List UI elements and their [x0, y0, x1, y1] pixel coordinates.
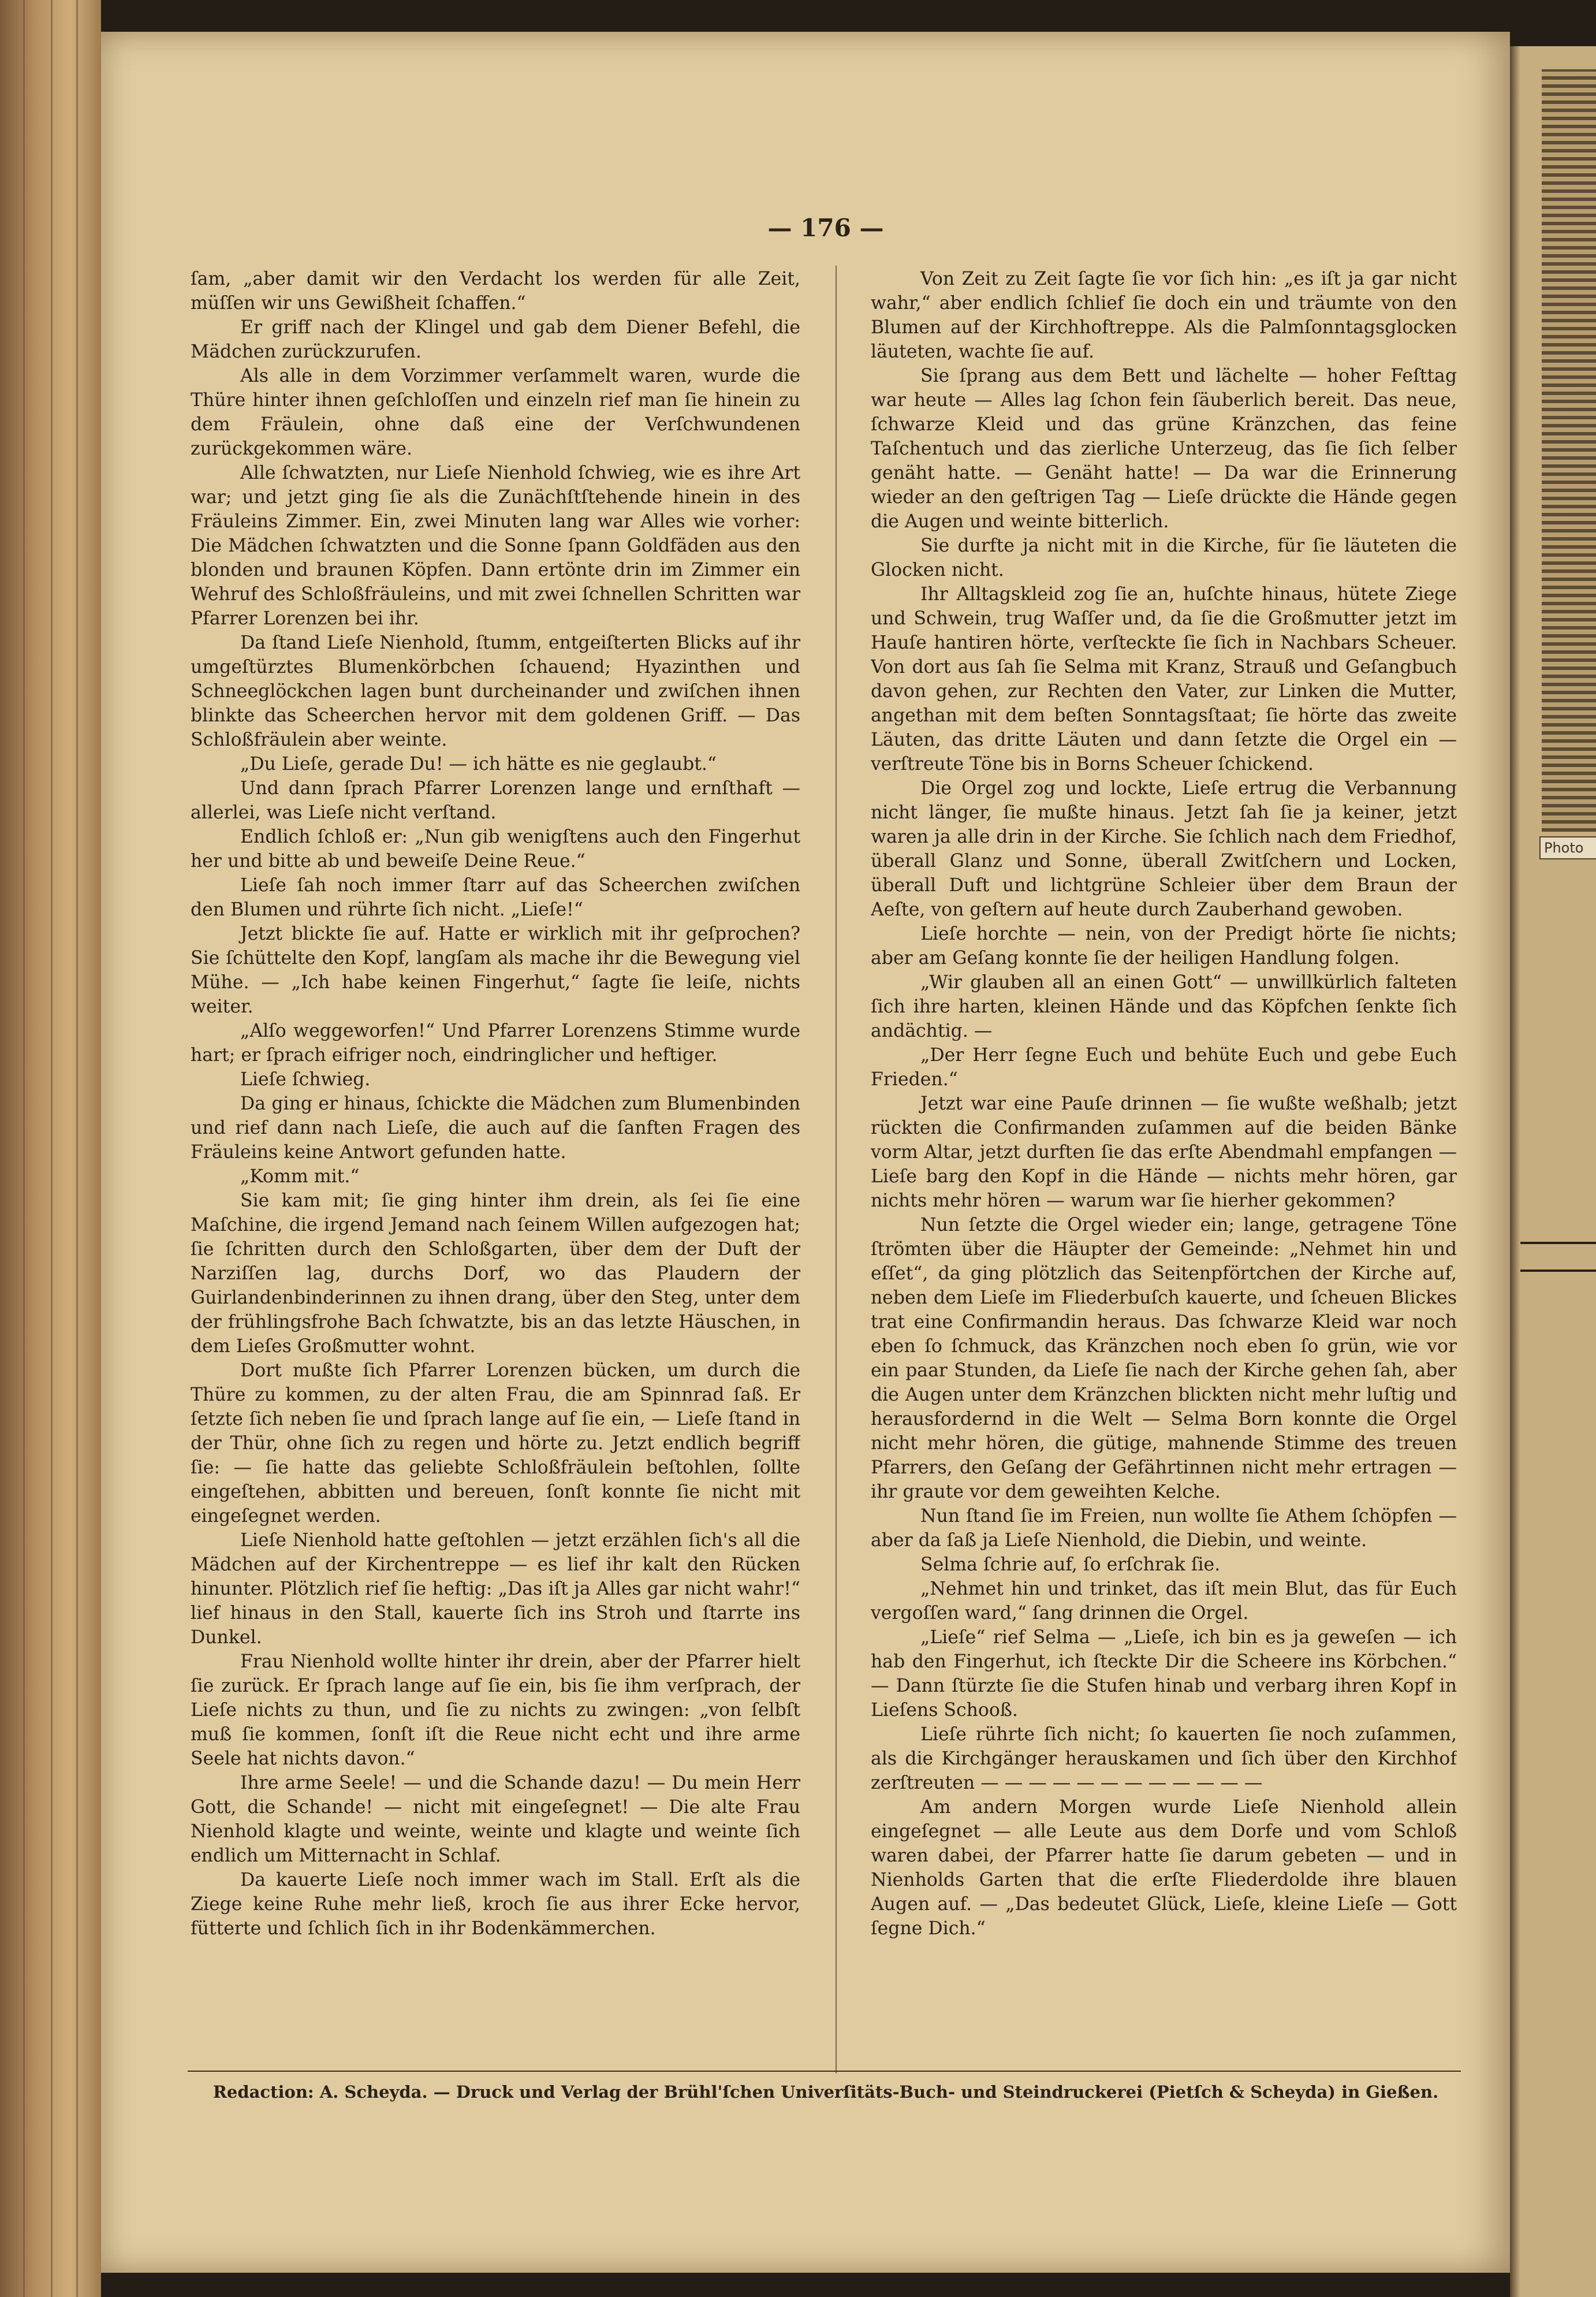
paragraph: Nun ſtand ſie im Freien, nun wollte ſie Athem ſchöpfen — aber da ſaß ja Lieſe Nienhold, die Diebin, und weinte. [871, 1506, 1457, 1551]
paragraph: Lieſe Nienhold hatte geſtohlen — jetzt erzählen ſich's all die Mädchen auf der Kirchentreppe — es lief ihr kalt den Rücken hinunter. Plötzlich rief ſie heftig: „Das iſt ja Alles gar nicht wahr!“ lief hinaus in den Stall, kauerte ſich ins Stroh und ſtarrte ins Dunkel. [191, 1530, 800, 1648]
paragraph: Ihre arme Seele! — und die Schande dazu! — Du mein Herr Gott, die Schande! — nicht mit eingeſegnet! — Die alte Frau Nienhold klagte und weinte, weinte und klagte und weinte ſich endlich um Mitternacht in Schlaf. [191, 1773, 800, 1866]
adjacent-page-left-edge [0, 0, 101, 2297]
right-text-column [871, 267, 1457, 2046]
adjacent-rule [1520, 1242, 1596, 1244]
paragraph: Am andern Morgen wurde Lieſe Nienhold allein eingeſegnet — alle Leute aus dem Dorfe und vom Schloß waren dabei, der Pfarrer hatte ſie darum gebeten — und in Nienholds Garten that die erſte Fliederdolde ihre blauen Augen auf. — „Das bedeutet Glück, Lieſe, kleine Lieſe — Gott ſegne Dich.“ [871, 1797, 1457, 1939]
paragraph: Sie ſprang aus dem Bett und lächelte — hoher Feſttag war heute — Alles lag ſchon fein ſäuberlich bereit. Das neue, ſchwarze Kleid und das grüne Kränzchen, das feine Taſchentuch und das zierliche Unterzeug, das ſie ſich ſelber genäht hatte. — Genäht hatte! — Da war die Erinnerung wieder an den geſtrigen Tag — Lieſe drückte die Hände gegen die Augen und weinte bitterlich. [871, 366, 1457, 532]
paragraph: „Du Lieſe, gerade Du! — ich hätte es nie geglaubt.“ [240, 754, 717, 775]
paragraph: „Komm mit.“ [240, 1166, 360, 1187]
paragraph: „Lieſe“ rief Selma — „Lieſe, ich bin es ja geweſen — ich hab den Fingerhut, ich ſteckte Dir die Scheere ins Körbchen.“ — Dann ſtürzte ſie die Stufen hinab und verbarg ihren Kopf in Lieſens Schooß. [871, 1627, 1457, 1721]
adjacent-illustration [1542, 69, 1596, 856]
column-divider [836, 266, 837, 2073]
paragraph: Endlich ſchloß er: „Nun gib wenigſtens auch den Fingerhut her und bitte ab und beweiſe Deine Reue.“ [191, 827, 800, 872]
paragraph: Da ging er hinaus, ſchickte die Mädchen zum Blumenbinden und rief dann nach Lieſe, die auch auf die ſanften Fragen des Fräuleins keine Antwort gefunden hatte. [191, 1093, 800, 1163]
page-number: — 176 — [767, 214, 884, 242]
paragraph: „Alſo weggeworfen!“ Und Pfarrer Lorenzens Stimme wurde hart; er ſprach eifriger noch, eindringlicher und heftiger. [191, 1021, 800, 1066]
paragraph: Ihr Alltagskleid zog ſie an, huſchte hinaus, hütete Ziege und Schwein, trug Waſſer und, da ſie die Großmutter jetzt im Hauſe hantiren hörte, verſteckte ſie ſich in Nachbars Scheuer. Von dort aus ſah ſie Selma mit Kranz, Strauß und Geſangbuch davon gehen, zur Rechten den Vater, zur Linken die Mutter, angethan mit dem beſten Sonntagsſtaat; ſie hörte das zweite Läuten, das dritte Läuten und dann ſetzte die Orgel ein — verſtreute Töne bis in Borns Scheuer ſchickend. [871, 584, 1457, 775]
paragraph: Nun ſetzte die Orgel wieder ein; lange, getragene Töne ſtrömten über die Häupter der Gemeinde: „Nehmet hin und eſſet“, da ging plötzlich das Seitenpförtchen der Kirche auf, neben dem Lieſe im Fliederbuſch kauerte, und ſcheuen Blickes trat eine Confirmandin heraus. Das ſchwarze Kleid war noch eben ſo ſchmuck, das Kränzchen noch eben ſo grün, wie vor ein paar Stunden, da Lieſe ſie nach der Kirche gehen ſah, aber die Augen unter dem Kränzchen blickten nicht mehr luſtig und herausfordernd in die Welt — Selma Born konnte die Orgel nicht mehr hören, die gütige, mahnende Stimme des treuen Pfarrers, den Geſang der Gefährtinnen nicht mehr ertragen — ihr graute vor dem geweihten Kelche. [871, 1215, 1457, 1502]
paragraph: Lieſe ſah noch immer ſtarr auf das Scheerchen zwiſchen den Blumen und rührte ſich nicht. „Lieſe!“ [191, 875, 800, 920]
footer-rule [188, 2071, 1461, 2072]
paragraph: Da ſtand Lieſe Nienhold, ſtumm, entgeiſterten Blicks auf ihr umgeſtürztes Blumenkörbchen ſchauend; Hyazinthen und Schneeglöckchen lagen bunt durcheinander und zwiſchen ihnen blinkte das Scheerchen hervor mit dem goldenen Griff. — Das Schloßfräulein aber weinte. [191, 632, 800, 750]
paragraph: Lieſe horchte — nein, von der Predigt hörte ſie nichts; aber am Geſang konnte ſie der heiligen Handlung folgen. [871, 924, 1457, 969]
paragraph: Alle ſchwatzten, nur Lieſe Nienhold ſchwieg, wie es ihre Art war; und jetzt ging ſie als die Zunächſtſtehende hinein in des Fräuleins Zimmer. Ein, zwei Minuten lang war Alles wie vorher: Die Mädchen ſchwatzten und die Sonne ſpann Goldfäden aus den blonden und braunen Köpfen. Dann ertönte drin im Zimmer ein Wehruf des Schloßfräuleins, und mit zwei ſchnellen Schritten war Pfarrer Lorenzen bei ihr. [191, 463, 800, 629]
paragraph: Als alle in dem Vorzimmer verſammelt waren, wurde die Thüre hinter ihnen geſchloſſen und einzeln rief man ſie hinein zu dem Fräulein, ohne daß eine der Verſchwundenen zurückgekommen wäre. [191, 366, 800, 459]
paragraph: „Der Herr ſegne Euch und behüte Euch und gebe Euch Frieden.“ [871, 1045, 1457, 1090]
paragraph: Da kauerte Lieſe noch immer wach im Stall. Erſt als die Ziege keine Ruhe mehr ließ, kroch ſie aus ihrer Ecke hervor, fütterte und ſchlich ſich in ihr Bodenkämmerchen. [191, 1870, 800, 1939]
paragraph: Sie kam mit; ſie ging hinter ihm drein, als ſei ſie eine Maſchine, die irgend Jemand nach ſeinem Willen aufgezogen hat; ſie ſchritten durch den Schloßgarten, über dem der Duft der Narziſſen lag, durchs Dorf, wo das Plaudern der Guirlandenbinderinnen zu ihnen drang, über den Steg, unter dem der frühlingsfrohe Bach ſchwatzte, bis an das letzte Häuschen, in dem Lieſes Großmutter wohnt. [191, 1190, 800, 1357]
paragraph: „Nehmet hin und trinket, das iſt mein Blut, das für Euch vergoſſen ward,“ ſang drinnen die Orgel. [871, 1579, 1457, 1624]
binding-shadow [1510, 46, 1520, 2297]
paragraph: Jetzt war eine Pauſe drinnen — ſie wußte weßhalb; jetzt rückten die Confirmanden zuſammen auf die beiden Bänke vorm Altar, jetzt durften ſie das erſte Abendmahl empfangen — Lieſe barg den Kopf in die Hände — nichts mehr hören, gar nichts mehr hören — warum war ſie hierher gekommen? [871, 1093, 1457, 1211]
adjacent-rule [1520, 1270, 1596, 1272]
paragraph: „Wir glauben all an einen Gott“ — unwillkürlich falteten ſich ihre harten, kleinen Hände und das Köpfchen ſenkte ſich andächtig. — [871, 972, 1457, 1041]
paragraph: Frau Nienhold wollte hinter ihr drein, aber der Pfarrer hielt ſie zurück. Er ſprach lange auf ſie ein, bis ſie ihm verſprach, der Lieſe nichts zu thun, und ſie zu nichts zu zwingen: „von ſelbſt muß ſie kommen, ſonſt iſt die Reue nicht echt und ihre arme Seele hat nichts davon.“ [191, 1651, 800, 1769]
paragraph: Selma ſchrie auf, ſo erſchrak ſie. [920, 1554, 1221, 1575]
paragraph: Lieſe ſchwieg. [240, 1069, 371, 1090]
imprint-footer: Redaction: A. Scheyda. — Druck und Verlag der Brühl'ſchen Univerſitäts-Buch- und Steindruckerei (Pietſch & Scheyda) in Gießen. [212, 2082, 1439, 2102]
paragraph: Die Orgel zog und lockte, Lieſe ertrug die Verbannung nicht länger, ſie mußte hinaus. Jetzt ſah ſie ja keiner, jetzt waren ja alle drin in der Kirche. Sie ſchlich nach dem Friedhof, überall Glanz und Sonne, überall Zwitſchern und Locken, überall Duft und lichtgrüne Schleier über dem Braun der Aeſte, von geſtern auf heute durch Zauberhand gewoben. [871, 778, 1457, 920]
paragraph: Sie durfte ja nicht mit in die Kirche, für ſie läuteten die Glocken nicht. [871, 535, 1457, 580]
paragraph: Er griff nach der Klingel und gab dem Diener Befehl, die Mädchen zurückzurufen. [191, 317, 800, 362]
paragraph: Und dann ſprach Pfarrer Lorenzen lange und ernſthaft — allerlei, was Lieſe nicht verſtand. [191, 778, 800, 823]
paragraph: Dort mußte ſich Pfarrer Lorenzen bücken, um durch die Thüre zu kommen, zu der alten Frau, die am Spinnrad ſaß. Er ſetzte ſich neben ſie und ſprach lange auf ſie ein, — Lieſe ſtand in der Thür, ohne ſich zu regen und hörte zu. Jetzt endlich begriff ſie: — ſie hatte das geliebte Schloßfräulein beſtohlen, ſollte eingeſtehen, abbitten und bereuen, ſonſt konnte ſie nicht mit eingeſegnet werden. [191, 1360, 800, 1527]
paragraph: Lieſe rührte ſich nicht; ſo kauerten ſie noch zuſammen, als die Kirchgänger herauskamen und ſich über den Kirchhof zerſtreuten — — — — — — — — — — — — [871, 1724, 1457, 1793]
paragraph: ſam, „aber damit wir den Verdacht los werden für alle Zeit, müſſen wir uns Gewißheit ſchaffen.“ [191, 269, 800, 314]
adjacent-page-right-edge [1510, 46, 1596, 2297]
paragraph: Von Zeit zu Zeit ſagte ſie vor ſich hin: „es iſt ja gar nicht wahr,“ aber endlich ſchlief ſie doch ein und träumte von den Blumen auf der Kirchhoftreppe. Als die Palmſonntagsglocken läuteten, wachte ſie auf. [871, 269, 1457, 362]
illustration-caption: Photo [1539, 836, 1596, 859]
paragraph: Jetzt blickte ſie auf. Hatte er wirklich mit ihr geſprochen? Sie ſchüttelte den Kopf, langſam als mache ihr die Bewegung viel Mühe. — „Ich habe keinen Fingerhut,“ ſagte ſie leiſe, nichts weiter. [191, 924, 800, 1017]
left-text-column [191, 267, 800, 2046]
